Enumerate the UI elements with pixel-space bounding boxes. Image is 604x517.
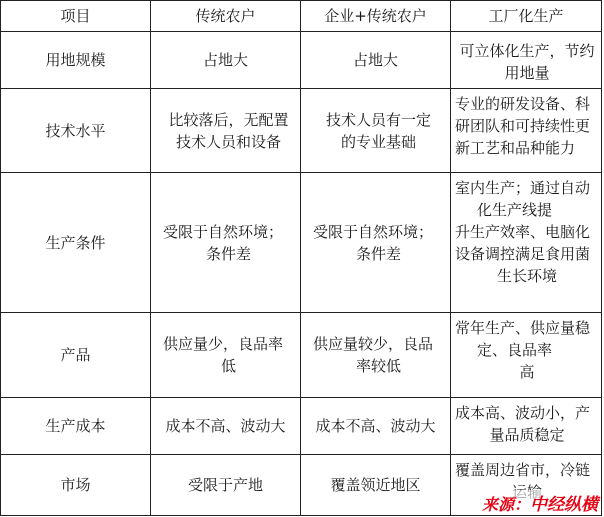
row-label: 技术水平 <box>1 89 151 173</box>
cell-enterprise <box>301 313 451 398</box>
cell-line: 供应量较少，良品 <box>313 335 434 353</box>
cell-line: 占地大 <box>352 51 398 69</box>
row-label: 产品 <box>1 313 151 398</box>
cell-enterprise <box>301 398 451 455</box>
cell-line: 可立体化生产，节约 <box>459 42 595 60</box>
cell-line: 的专业基础 <box>340 132 416 151</box>
header-traditional-farmer: 传统农户 <box>151 1 301 32</box>
cell-line: 新工艺和品种能力 <box>455 139 576 157</box>
cell-line: 技术人员和设备 <box>175 132 281 151</box>
cell-enterprise <box>301 455 451 516</box>
cell-line: 供应量少，良品率 <box>163 335 284 353</box>
cell-line: 设备调控满足食用菌 <box>455 245 591 263</box>
cell-factory <box>451 89 602 173</box>
cell-line: 覆盖周边省市，冷链 <box>455 461 591 479</box>
row-label: 市场 <box>1 455 151 516</box>
cell-line: 室内生产；通过自动 <box>455 179 591 197</box>
cell-traditional <box>151 173 301 313</box>
table-row-production-conditions <box>1 173 602 313</box>
cell-line: 专业的研发设备、科 <box>455 95 591 113</box>
cell-line: 条件差 <box>355 244 401 263</box>
cell-line: 比较落后，无配置 <box>168 110 289 129</box>
cell-traditional <box>151 32 301 89</box>
cell-line: 用地量 <box>504 64 550 82</box>
table-row-tech-level <box>1 89 602 173</box>
row-label: 用地规模 <box>1 32 151 89</box>
cell-line: 成本不高、波动大 <box>165 417 286 435</box>
header-enterprise-farmer: 企业+传统农户 <box>301 1 451 32</box>
cell-enterprise <box>301 32 451 89</box>
cell-line: 率较低 <box>355 357 401 375</box>
cell-line: 升生产效率、电脑化 <box>455 223 591 241</box>
cell-enterprise <box>301 89 451 173</box>
cell-factory <box>451 173 602 313</box>
cell-enterprise <box>301 173 451 313</box>
cell-line: 成本不高、波动大 <box>315 417 436 435</box>
cell-line: 成本高、波动小，产 <box>455 404 591 422</box>
cell-line: 生长环境 <box>496 267 557 285</box>
cell-line: 研团队和可持续性更 <box>455 117 591 135</box>
cell-traditional <box>151 398 301 455</box>
cell-factory <box>451 398 602 455</box>
header-item: 项目 <box>1 1 151 32</box>
row-label: 生产条件 <box>1 173 151 313</box>
cell-line: 受限于自然环境； <box>163 222 284 241</box>
source-watermark <box>482 490 598 515</box>
cell-line: 占地大 <box>202 51 248 69</box>
cell-line: 条件差 <box>205 244 251 263</box>
cell-line: 化生产线提 <box>477 201 553 219</box>
cell-line: 量品质稳定 <box>489 426 565 444</box>
cell-factory <box>451 313 602 398</box>
row-label: 生产成本 <box>1 398 151 455</box>
table-row-product <box>1 313 602 398</box>
cell-traditional <box>151 89 301 173</box>
cell-line: 高 <box>519 363 535 381</box>
table-row-production-cost <box>1 398 602 455</box>
cell-line: 常年生产、供应量稳 <box>455 319 591 337</box>
cell-line: 技术人员有一定 <box>325 110 431 129</box>
cell-line: 受限于产地 <box>187 476 263 494</box>
cell-line: 低 <box>220 357 236 375</box>
cell-line: 受限于自然环境； <box>313 222 434 241</box>
table-row-land-scale <box>1 32 602 89</box>
cell-traditional <box>151 313 301 398</box>
header-factory-production: 工厂化生产 <box>451 1 602 32</box>
table-header-row <box>1 1 602 32</box>
cell-line: 覆盖领近地区 <box>330 476 421 494</box>
cell-traditional <box>151 455 301 516</box>
watermark-prefix: 来源： <box>481 495 530 514</box>
cell-line: 定、良品率 <box>477 341 553 359</box>
watermark-name: 中经纵横 <box>530 495 598 515</box>
cell-factory <box>451 32 602 89</box>
